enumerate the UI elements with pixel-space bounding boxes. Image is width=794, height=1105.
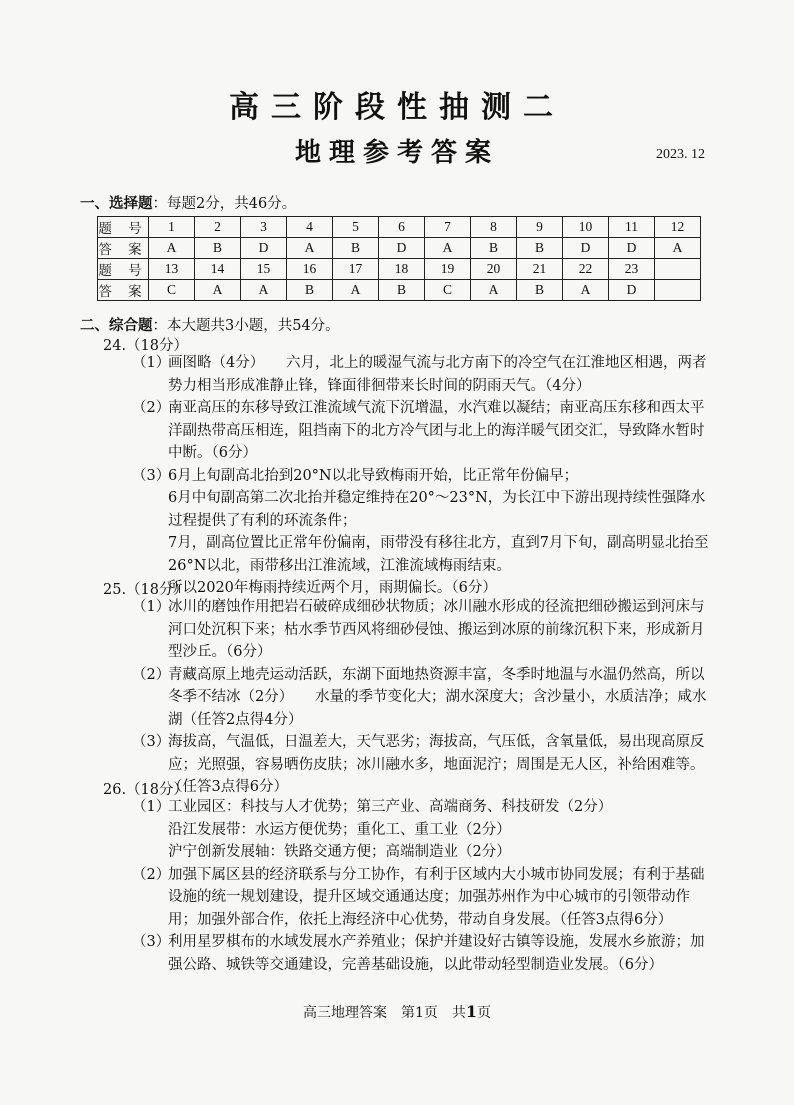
- q24-p3a: 6月上旬副高北抬到20°N以北导致梅雨开始，比正常年份偏早；: [168, 467, 579, 484]
- table-cell: 20: [471, 259, 517, 280]
- q26-p1b: 沿江发展带：水运方便优势；重化工、重工业（2分）: [168, 821, 511, 838]
- table-cell: D: [563, 238, 609, 259]
- q25-p1-num: （1）: [132, 599, 171, 615]
- q24-p3d: 所以2020年梅雨持续近两个月，雨期偏长。（6分）: [168, 580, 497, 596]
- table-cell: [655, 280, 701, 301]
- section2-heading: [80, 314, 340, 335]
- table-row-label: 答 案: [98, 280, 149, 301]
- table-cell: D: [609, 238, 655, 259]
- table-cell: 4: [287, 217, 333, 238]
- q25-body: [132, 596, 712, 799]
- table-cell: B: [195, 238, 241, 259]
- table-cell: 17: [333, 259, 379, 280]
- table-cell: B: [517, 280, 563, 301]
- q24-part3: [132, 465, 712, 600]
- table-cell: B: [517, 238, 563, 259]
- table-cell: [655, 259, 701, 280]
- q26-p2-num: （2）: [132, 866, 171, 883]
- table-cell: A: [241, 280, 287, 301]
- table-cell: 22: [563, 259, 609, 280]
- footer-page-total: 1: [465, 1002, 478, 1021]
- q24-p1-num: （1）: [132, 355, 171, 371]
- table-row-label: 题 号: [98, 217, 149, 238]
- table-cell: A: [333, 280, 379, 301]
- table-cell: 9: [517, 217, 563, 238]
- page-subtitle: 地理参考答案: [294, 138, 499, 168]
- section2-desc: ：本大题共3小题，共54分。: [152, 318, 340, 334]
- q26-header: 26.（18分）: [103, 782, 189, 798]
- date-label: 2023. 12: [656, 147, 705, 162]
- q25-part2: [132, 664, 712, 732]
- table-cell: A: [471, 280, 517, 301]
- table-cell: 15: [241, 259, 287, 280]
- q26-p1c: 沪宁创新发展轴：铁路交通方便；高端制造业（2分）: [168, 844, 511, 860]
- table-cell: A: [195, 280, 241, 301]
- table-cell: B: [379, 280, 425, 301]
- q24-body: [132, 352, 712, 600]
- table-cell: B: [333, 238, 379, 259]
- q26-p3-num: （3）: [132, 934, 171, 950]
- q24-p2-text: 南亚高压的东移导致江淮流域气流下沉增温，水汽难以凝结；南亚高压东移和西太平洋副热带高压相连，阻挡南下的北方冷气团与北上的海洋暖气团交汇，导致降水暂时中断。（6分）: [168, 400, 705, 461]
- table-cell: 23: [609, 259, 655, 280]
- q24-p3c: 7月，副高位置比正常年份偏南，雨带没有移往北方，直到7月下旬，副高明显北抬至26°N以北，雨带移出江淮流域，江淮流域梅雨结束。: [168, 535, 709, 574]
- q26-part1: [132, 796, 712, 864]
- table-cell: 8: [471, 217, 517, 238]
- section1-heading: [80, 192, 296, 213]
- footer-left: 高三地理答案 第1页 共: [302, 1005, 466, 1021]
- table-cell: B: [287, 280, 333, 301]
- q25-p2-num: （2）: [132, 666, 171, 683]
- table-cell: 11: [609, 217, 655, 238]
- table-cell: 19: [425, 259, 471, 280]
- q24-part1: [132, 352, 712, 397]
- q25-p3-text: 海拔高，气温低，日温差大，天气恶劣；海拔高，气压低，含氧量低，易出现高原反应；光照强，容易晒伤皮肤；冰川融水多，地面泥泞；周围是无人区，补给困难等。（任答3点得6分）: [168, 734, 705, 795]
- table-cell: B: [471, 238, 517, 259]
- table-cell: A: [563, 280, 609, 301]
- table-cell: C: [425, 280, 471, 301]
- q26-p1-num: （1）: [132, 799, 171, 815]
- table-cell: A: [287, 238, 333, 259]
- page-footer: [0, 1002, 794, 1022]
- table-cell: 6: [379, 217, 425, 238]
- table-cell: 18: [379, 259, 425, 280]
- q26-part3: [132, 931, 712, 976]
- q24-p2-num: （2）: [132, 400, 171, 416]
- table-cell: 16: [287, 259, 333, 280]
- table-cell: 1: [149, 217, 195, 238]
- table-cell: A: [149, 238, 195, 259]
- table-row-answers-1: [98, 238, 701, 259]
- table-cell: 7: [425, 217, 471, 238]
- table-cell: 21: [517, 259, 563, 280]
- q24-p3-num: （3）: [132, 467, 171, 484]
- q26-body: [132, 796, 712, 976]
- q25-p3-num: （3）: [132, 734, 171, 750]
- table-cell: D: [379, 238, 425, 259]
- footer-right: 页: [477, 1005, 492, 1021]
- table-cell: 14: [195, 259, 241, 280]
- table-row-numbers-2: [98, 259, 701, 280]
- table-row-label: 答 案: [98, 238, 149, 259]
- q24-part2: [132, 397, 712, 465]
- q26-p2-text: 加强下属区县的经济联系与分工协作，有利于区域内大小城市协同发展；有利于基础设施的统一规划建设，提升区域交通通达度；加强苏州作为中心城市的引领带动作用；加强外部合作，依托上海经济中心优势，带动自身发展。（任答3点得6分）: [168, 866, 705, 928]
- q25-part1: [132, 596, 712, 664]
- q24-p3b: 6月中旬副高第二次北抬并稳定维持在20°～23°N，为长江中下游出现持续性强降水过程提供了有利的环流条件；: [168, 490, 706, 529]
- table-cell: D: [609, 280, 655, 301]
- q24-p1-text: 画图略（4分） 六月，北上的暖湿气流与北方南下的冷空气在江淮地区相遇，两者势力相当形成准静止锋，锋面徘徊带来长时间的阴雨天气。（4分）: [168, 355, 707, 394]
- q26-p3-text: 利用星罗棋布的水域发展水产养殖业；保护并建设好古镇等设施，发展水乡旅游；加强公路、城铁等交通建设，完善基础设施，以此带动轻型制造业发展。（6分）: [168, 934, 705, 973]
- q25-p1-text: 冰川的磨蚀作用把岩石破碎成细砂状物质；冰川融水形成的径流把细砂搬运到河床与河口处沉积下来；枯水季节西风将细砂侵蚀、搬运到冰原的前缘沉积下来，形成新月型沙丘。（6分）: [168, 599, 705, 660]
- table-cell: C: [149, 280, 195, 301]
- table-cell: 12: [655, 217, 701, 238]
- table-cell: 2: [195, 217, 241, 238]
- q26-part2: [132, 864, 712, 932]
- section1-label: 一、选择题: [80, 195, 153, 212]
- table-cell: A: [425, 238, 471, 259]
- table-cell: 13: [149, 259, 195, 280]
- q24-header: 24.（18分）: [103, 338, 189, 354]
- table-row-numbers-1: [98, 217, 701, 238]
- table-cell: 3: [241, 217, 287, 238]
- q26-p1a: 工业园区：科技与人才优势；第三产业、高端商务、科技研发（2分）: [168, 799, 613, 815]
- answer-table: [97, 216, 701, 301]
- table-cell: 10: [563, 217, 609, 238]
- table-cell: 5: [333, 217, 379, 238]
- section1-desc: ：每题2分，共46分。: [152, 196, 297, 212]
- q25-p2-text: 青藏高原上地壳运动活跃，东湖下面地热资源丰富，冬季时地温与水温仍然高，所以冬季不结冰（2分） 水量的季节变化大；湖水深度大；含沙量小，水质洁净；咸水湖（任答2点得4分）: [168, 666, 707, 728]
- q25-header: 25.（18分）: [103, 582, 189, 598]
- section2-label: 二、综合题: [80, 317, 153, 334]
- table-row-label: 题 号: [98, 259, 149, 280]
- page-title: 高三阶段性抽测二: [229, 90, 565, 125]
- q25-part3: [132, 731, 712, 799]
- table-cell: D: [241, 238, 287, 259]
- table-cell: A: [655, 238, 701, 259]
- table-row-answers-2: [98, 280, 701, 301]
